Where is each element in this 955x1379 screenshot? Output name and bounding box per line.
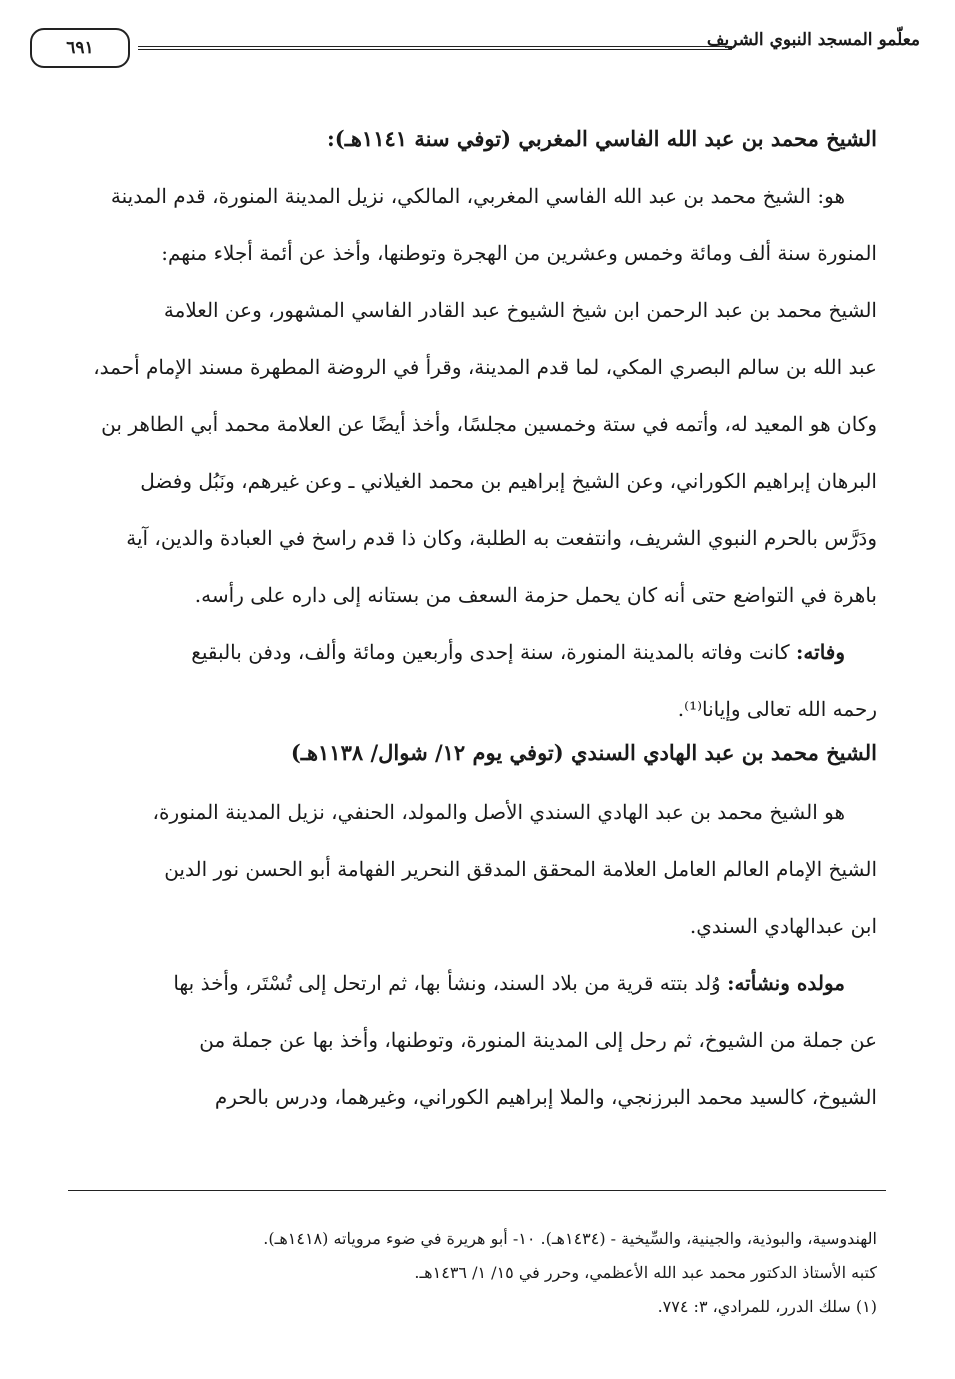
footnote-line: (١) سلك الدرر، للمرادي، ٣: ٧٧٤. xyxy=(657,1297,877,1316)
footnote-rule xyxy=(68,1190,886,1191)
paragraph-line: هو: الشيخ محمد بن عبد الله الفاسي المغربي، المالكي، نزيل المدينة المنورة، قدم المدينة xyxy=(110,184,845,208)
paragraph-line: البرهان إبراهيم الكوراني، وعن الشيخ إبراهيم بن محمد الغيلاني ـ وعن غيرهم، ونَبُل وفضل xyxy=(140,469,877,493)
paragraph-line: عن جملة من الشيوخ، ثم رحل إلى المدينة المنورة، وتوطنها، وأخذ بها عن جملة من xyxy=(199,1028,877,1052)
section-sindi xyxy=(59,736,877,770)
footnote-line: كتبه الأستاذ الدكتور محمد عبد الله الأعظمي، وحرر في ١٥/ ١/ ١٤٣٦هـ. xyxy=(414,1263,877,1282)
page-header xyxy=(30,22,920,72)
section-sindi-body xyxy=(59,784,877,1126)
running-title: معلّمو المسجد النبوي الشريف xyxy=(706,30,920,50)
header-rule xyxy=(138,46,732,50)
paragraph-line: الشيخ الإمام العالم العامل العلامة المحقق المدقق النحرير الفهامة أبو الحسن نور الدين xyxy=(164,857,877,881)
paragraph-line: عبد الله بن سالم البصري المكي، لما قدم المدينة، وقرأ في الروضة المطهرة مسند الإمام أحمد، xyxy=(93,355,877,379)
paragraph-line: رحمه الله تعالى وإيانا⁽¹⁾. xyxy=(677,697,877,721)
paragraph-line: الشيخ محمد بن عبد الرحمن ابن شيخ الشيوخ عبد القادر الفاسي المشهور، وعن العلامة xyxy=(163,298,877,322)
birth-text: وُلد بتته قرية من بلاد السند، ونشأ بها، ثم ارتحل إلى تُسْتَر، وأخذ بها xyxy=(173,971,728,995)
death-paragraph xyxy=(59,624,877,681)
section-fasi-body xyxy=(59,168,877,738)
paragraph-line: ودَرَّس بالحرم النبوي الشريف، وانتفعت به الطلبة، وكان ذا قدم راسخ في العبادة والدين، آية xyxy=(126,526,877,550)
paragraph-line: باهرة في التواضع حتى أنه كان يحمل حزمة السعف من بستانه إلى داره على رأسه. xyxy=(194,583,877,607)
section-fasi xyxy=(59,122,877,156)
paragraph-line: وكان هو المعيد له، وأتمه في ستة وخمسين مجلسًا، وأخذ أيضًا عن العلامة محمد أبي الطاهر بن xyxy=(101,412,877,436)
birth-paragraph xyxy=(59,955,877,1012)
footnote-line: الهندوسية، والبوذية، والجينية، والسِّيخية - (١٤٣٤هـ). ١٠- أبو هريرة في ضوء مروياته (١٤١٨هـ). xyxy=(263,1229,877,1248)
birth-lead: مولده ونشأته: xyxy=(727,971,845,995)
death-text: كانت وفاته بالمدينة المنورة، سنة إحدى وأربعين ومائة وألف، ودفن بالبقيع xyxy=(191,640,797,664)
page-number: ٦٩١ xyxy=(30,28,130,68)
section-heading-fasi: الشيخ محمد بن عبد الله الفاسي المغربي (توفي سنة ١١٤١هـ): xyxy=(327,126,877,151)
paragraph-line: ابن عبدالهادي السندي. xyxy=(689,914,877,938)
section-heading-sindi: الشيخ محمد بن عبد الهادي السندي (توفي يوم ١٢/ شوال/ ١١٣٨هـ) xyxy=(290,740,877,765)
paragraph-line: هو الشيخ محمد بن عبد الهادي السندي الأصل والمولد، الحنفي، نزيل المدينة المنورة، xyxy=(152,800,845,824)
death-lead: وفاته: xyxy=(796,640,845,664)
paragraph-line: المنورة سنة ألف ومائة وخمس وعشرين من الهجرة وتوطنها، وأخذ عن أئمة أجلاء منهم: xyxy=(161,241,877,265)
footnotes xyxy=(59,1222,877,1324)
paragraph-line: الشيوخ، كالسيد محمد البرزنجي، والملا إبراهيم الكوراني، وغيرهما، ودرس بالحرم xyxy=(214,1085,877,1109)
